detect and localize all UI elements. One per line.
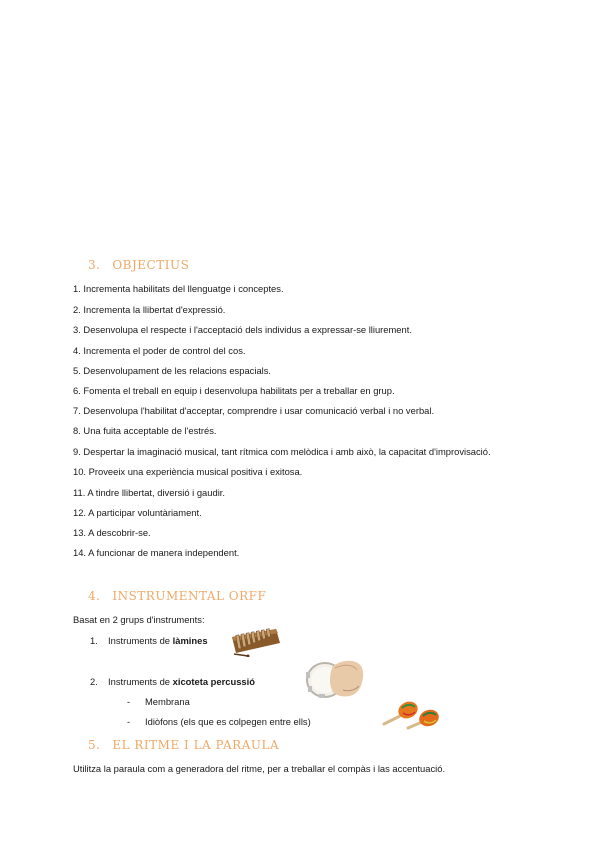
objective-item: 4. Incrementa el poder de control del cos.: [73, 345, 246, 356]
objective-item: 10. Proveeix una experiència musical positiva i exitosa.: [73, 466, 303, 477]
group-name: xicoteta percussió: [172, 676, 255, 687]
section-heading-instrumental-orff: [88, 589, 266, 603]
objective-item: 7. Desenvolupa l'habilitat d'acceptar, comprendre i usar comunicació verbal i no verbal.: [73, 405, 435, 416]
xylophone-image: [228, 625, 282, 657]
objective-item: 8. Una fuita acceptable de l'estrés.: [73, 425, 217, 436]
objective-item: 9. Despertar la imaginació musical, tant rítmica com melòdica i amb això, la capacitat d'improvisació.: [73, 446, 491, 457]
objective-item: 3. Desenvolupa el respecte i l'acceptació dels individus a expressar-se lliurement.: [73, 324, 412, 335]
section-title: EL RITME I LA PARAULA: [112, 738, 280, 752]
section-title: INSTRUMENTAL ORFF: [112, 589, 267, 603]
section-number: 5.: [88, 738, 101, 752]
sub-list-dash: -: [127, 716, 131, 727]
sub-item-membrana: Membrana: [145, 696, 190, 707]
objective-item: 1. Incrementa habilitats del llenguatge i conceptes.: [73, 283, 284, 294]
section-number: 4.: [88, 589, 101, 603]
objective-item: 13. A descobrir-se.: [73, 527, 151, 538]
section-number: 3.: [88, 258, 101, 272]
sub-item-idiofons: Idiòfons (els que es colpegen entre ells): [145, 716, 311, 727]
objective-item: 6. Fomenta el treball en equip i desenvolupa habilitats per a treballar en grup.: [73, 385, 395, 396]
section-heading-ritme: [88, 738, 279, 752]
objective-item: 11. A tindre llibertat, diversió i gaudir.: [73, 487, 225, 498]
objective-item: 2. Incrementa la llibertat d'expressió.: [73, 304, 226, 315]
section-title: OBJECTIUS: [112, 258, 190, 272]
group-prefix: Instruments de: [108, 635, 173, 646]
objective-item: 5. Desenvolupament de les relacions espacials.: [73, 365, 272, 376]
ritme-paragraph: Utilitza la paraula com a generadora del ritme, per a treballar el compàs i las accentuació.: [73, 763, 446, 774]
group-prefix: Instruments de: [108, 676, 173, 687]
section-heading-objectius: [88, 258, 189, 272]
instruments-intro: Basat en 2 grups d'instruments:: [73, 614, 205, 625]
list-number: 1.: [90, 635, 98, 646]
instrument-group-percussio: [108, 676, 255, 688]
tambourine-image: [303, 652, 365, 704]
instrument-group-lamines: [108, 635, 208, 647]
maracas-image: [378, 694, 440, 732]
group-name: làmines: [172, 635, 208, 646]
list-number: 2.: [90, 676, 98, 687]
objective-item: 14. A funcionar de manera independent.: [73, 547, 240, 558]
sub-list-dash: -: [127, 696, 131, 707]
objective-item: 12. A participar voluntàriament.: [73, 507, 202, 518]
